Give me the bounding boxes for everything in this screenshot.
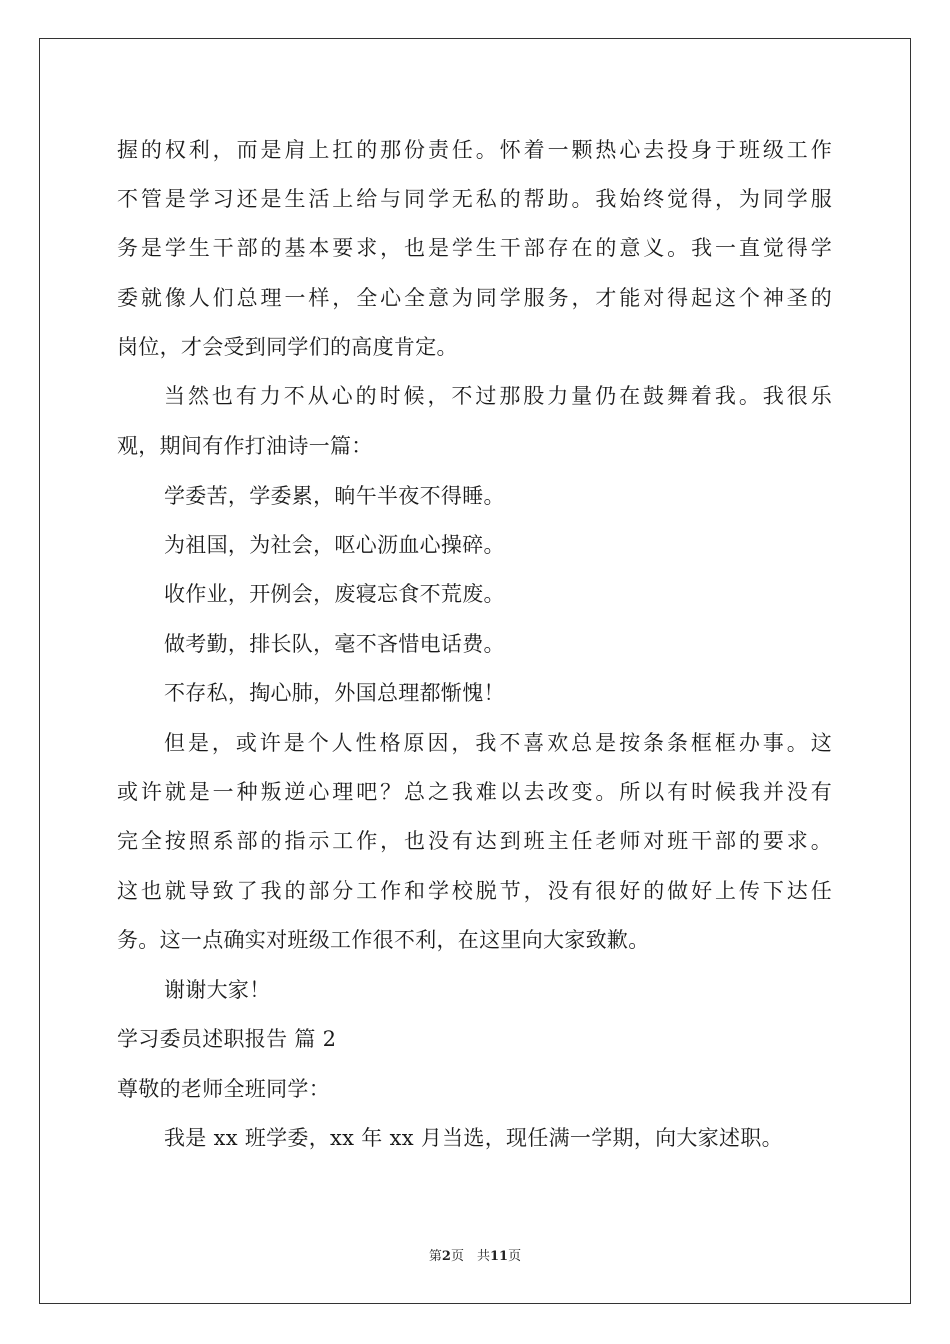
poem-line: 为祖国，为社会，呕心沥血心操碎。 bbox=[164, 533, 505, 557]
paragraph-line: 委就像人们总理一样，全心全意为同学服务，才能对得起这个神圣的 bbox=[117, 286, 832, 310]
paragraph-line: 但是，或许是个人性格原因，我不喜欢总是按条条框框办事。这 bbox=[164, 731, 832, 755]
poem-line: 不存私，掏心肺，外国总理都惭愧！ bbox=[164, 681, 505, 705]
footer-suffix: 页 bbox=[508, 1249, 522, 1264]
page-footer bbox=[0, 1249, 950, 1265]
paragraph-line: 握的权利，而是肩上扛的那份责任。怀着一颗热心去投身于班级工作 bbox=[117, 138, 832, 162]
paragraph-line: 岗位，才会受到同学们的高度肯定。 bbox=[117, 335, 458, 359]
paragraph-line: 务。这一点确实对班级工作很不利，在这里向大家致歉。 bbox=[117, 928, 650, 952]
paragraph-line: 完全按照系部的指示工作，也没有达到班主任老师对班干部的要求。 bbox=[117, 829, 832, 853]
paragraph-line: 不管是学习还是生活上给与同学无私的帮助。我始终觉得，为同学服 bbox=[117, 187, 832, 211]
paragraph-line: 当然也有力不从心的时候，不过那股力量仍在鼓舞着我。我很乐 bbox=[164, 384, 832, 408]
paragraph-line: 或许就是一种叛逆心理吧？总之我难以去改变。所以有时候我并没有 bbox=[117, 780, 832, 804]
page-border bbox=[39, 38, 911, 1304]
salutation: 尊敬的老师全班同学： bbox=[117, 1077, 330, 1101]
footer-prefix: 第 bbox=[428, 1249, 442, 1264]
paragraph-line: 这也就导致了我的部分工作和学校脱节，没有很好的做好上传下达任 bbox=[117, 879, 832, 903]
intro-line: 我是 xx 班学委，xx 年 xx 月当选，现任满一学期，向大家述职。 bbox=[164, 1126, 783, 1150]
footer-total-pages: 11 bbox=[489, 1249, 509, 1264]
poem-line: 收作业，开例会，废寝忘食不荒废。 bbox=[164, 582, 505, 606]
section-title: 学习委员述职报告 篇 2 bbox=[117, 1027, 337, 1051]
thanks-line: 谢谢大家！ bbox=[164, 978, 271, 1002]
paragraph-line: 观，期间有作打油诗一篇： bbox=[117, 434, 373, 458]
poem-line: 做考勤，排长队，毫不吝惜电话费。 bbox=[164, 632, 505, 656]
paragraph-line: 务是学生干部的基本要求，也是学生干部存在的意义。我一直觉得学 bbox=[117, 236, 832, 260]
footer-page-number: 2 bbox=[441, 1249, 451, 1264]
footer-middle: 页 共 bbox=[450, 1249, 490, 1264]
poem-line: 学委苦，学委累，晌午半夜不得睡。 bbox=[164, 484, 505, 508]
